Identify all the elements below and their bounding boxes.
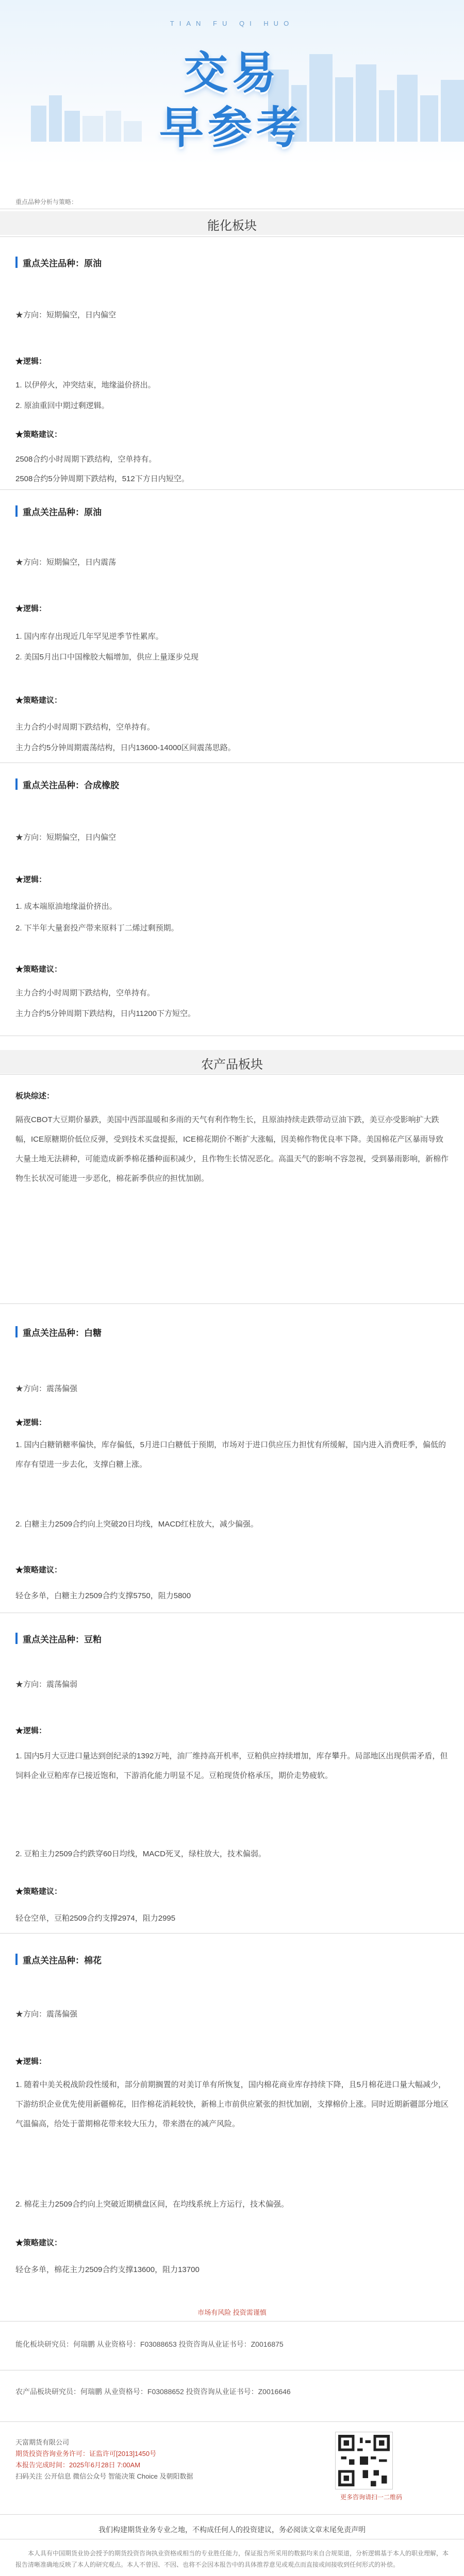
direction-text: ★方向：短期偏空，日内偏空 (15, 311, 117, 319)
strategy-label: ★策略建议： (15, 430, 62, 439)
divider (0, 236, 464, 237)
divider (0, 762, 464, 763)
strategy-point: 主力合约5分钟周期下跌结构，日内11200下方短空。 (15, 1009, 195, 1018)
logic-label: ★逻辑： (15, 2057, 47, 2066)
section-title-agri: 农产品板块 (201, 1057, 263, 1072)
company-info (15, 2437, 325, 2482)
logic-label: ★逻辑： (15, 1726, 47, 1735)
strategy-point: 轻仓多单，棉花主力2509合约支撑13600，阻力13700 (15, 2265, 200, 2274)
title-marker (15, 778, 18, 790)
logic-point: 1. 国内白糖销糖率偏快，库存偏低，5月进口白糖低于预期，市场对于进口供应压力担忧有所缓解，国内进入消费旺季，偏低的库存有望进一步去化，支撑白糖上涨。 (15, 1440, 446, 1469)
qr-caption: 更多咨询请扫一二维码 (340, 2494, 402, 2501)
direction-text: ★方向：短期偏空，日内震荡 (15, 558, 117, 567)
strategy-point: 主力合约小时周期下跌结构，空单持有。 (15, 723, 155, 732)
disclaimer-paragraph: 本人具有中国期货业协会授予的期货投资咨询执业资格或相当的专业胜任能力，保证报告所采用的数据均来自合规渠道，分析逻辑基于本人的职业理解，本报告清晰准确地反映了本人的研究观点。本人不曾因、不因、也将不会因本报告中的具体推荐意见或观点而直接或间接收到任何形式的补偿。 (15, 2550, 449, 2568)
logic-point: 2. 棉花主力2509合约向上突破近期横盘区间，在均线系统上方运行，技术偏强。 (15, 2200, 289, 2209)
direction-text: ★方向：震荡偏强 (15, 1384, 78, 1393)
divider (0, 489, 464, 490)
strategy-label: ★策略建议： (15, 1887, 62, 1896)
logic-label: ★逻辑： (15, 875, 47, 884)
risk-note: 市场有风险 投资需谨慎 (197, 2309, 267, 2316)
strategy-point: 轻仓多单，白糖主力2509合约支撑5750，阻力5800 (15, 1591, 191, 1600)
qr-code-icon[interactable] (335, 2432, 393, 2489)
title-marker (15, 1633, 18, 1644)
section-title-energy: 能化板块 (207, 218, 257, 233)
item-title-sugar: 重点关注品种：白糖 (15, 1323, 449, 1341)
logic-point: 1. 随着中美关税战阶段性缓和，部分前期搁置的对美订单有所恢复，国内棉花商业库存持续下降，且5月棉花进口量大幅减少，下游纺织企业优先使用新疆棉花，旧作棉花消耗较快，新棉上市前供应紧张的担忧加剧，支撑棉价上涨。同时近期新疆部分地区气温偏高，给处于蕾期棉花带来较大压力，带来潜在的减产风险。 (15, 2080, 449, 2128)
strategy-point: 主力合约小时周期下跌结构，空单持有。 (15, 989, 155, 997)
divider (0, 2421, 464, 2422)
logic-point: 1. 成本端原油地缘溢价挤出。 (15, 902, 117, 911)
company-name: 天富期货有限公司 (15, 2438, 70, 2446)
divider (0, 1303, 464, 1304)
direction-text: ★方向：震荡偏强 (15, 2010, 78, 2019)
logic-point: 1. 国内5月大豆进口量达到创纪录的1392万吨，油厂维持高开机率，豆粕供应持续增加，库存攀升。局部地区出现供需矛盾，但饲料企业豆粕库存已接近饱和，下游消化能力明显不足。豆粕现货价格承压，期价走势疲软。 (15, 1752, 448, 1780)
strategy-point: 2508合约5分钟周期下跌结构，512下方日内短空。 (15, 474, 189, 483)
title-marker (15, 257, 18, 268)
divider (0, 2514, 464, 2515)
direction-text: ★方向：短期偏空，日内偏空 (15, 833, 117, 842)
disclaimer-heading: 我们构建期货业务专业之地，不构成任何人的投资建议，务必阅读文章末尾免责声明 (98, 2526, 366, 2534)
logic-point: 2. 原油重回中期过剩逻辑。 (15, 401, 109, 410)
item-title-synth-rubber: 重点关注品种：合成橡胶 (15, 775, 449, 793)
researcher-cert-energy: 能化板块研究员：何瑞鹏 从业资格号：F03088653 投资咨询从业证书号：Z0016875 (15, 2340, 284, 2348)
item-title-soymeal: 重点关注品种：豆粕 (15, 1630, 449, 1647)
logic-point: 2. 白糖主力2509合约向上突破20日均线，MACD红柱放大，减少偏强。 (15, 1520, 258, 1529)
logic-label: ★逻辑： (15, 604, 47, 613)
header-banner (0, 0, 464, 165)
logic-point: 1. 国内库存出现近几年罕见逆季节性累库。 (15, 632, 163, 641)
title-marker (15, 505, 18, 517)
logic-point: 2. 下半年大量套投产带来原料丁二烯过剩预期。 (15, 924, 179, 933)
summary-label: 板块综述： (15, 1092, 55, 1100)
logic-label: ★逻辑： (15, 1418, 47, 1427)
contact-info: 扫码关注 公开信息 微信公众号 智能决策 Choice 及朝阳数据 (15, 2472, 193, 2480)
logic-point: 1. 以伊停火，冲突结束，地缘溢价挤出。 (15, 381, 156, 389)
item-title-rubber: 重点关注品种：原油 (15, 502, 449, 520)
license-info: 期货投资咨询业务许可：证监许可[2013]1450号 (15, 2450, 157, 2458)
strategy-label: ★策略建议： (15, 696, 62, 705)
report-date: 本报告完成时间：2025年6月28日 7:00AM (15, 2461, 141, 2469)
strategy-label: ★策略建议： (15, 965, 62, 974)
researcher-cert-agri: 农产品板块研究员：何瑞鹏 从业资格号：F03088652 投资咨询从业证书号：Z0016646 (15, 2387, 291, 2396)
item-title-cotton: 重点关注品种：棉花 (15, 1951, 449, 1968)
banner-title-line2: 早参考 (159, 102, 305, 154)
subheading: 重点品种分析与策略： (15, 198, 78, 206)
item-title-crude: 重点关注品种：原油 (15, 253, 449, 271)
title-marker (15, 1326, 18, 1337)
strategy-point: 轻仓空单，豆粕2509合约支撑2974，阻力2995 (15, 1914, 176, 1923)
divider (0, 1933, 464, 1934)
strategy-point: 2508合约小时周期下跌结构，空单持有。 (15, 455, 157, 464)
direction-text: ★方向：震荡偏弱 (15, 1680, 78, 1689)
logic-point: 2. 豆粕主力2509合约跌穿60日均线，MACD死叉，绿柱放大，技术偏弱。 (15, 1850, 266, 1858)
banner-title-line1: 交易 (184, 47, 280, 99)
divider (0, 1074, 464, 1075)
strategy-point: 主力合约5分钟周期震荡结构，日内13600-14000区间震荡思路。 (15, 743, 236, 752)
title-marker (15, 1954, 18, 1965)
strategy-label: ★策略建议： (15, 1566, 62, 1574)
summary-paragraph: 隔夜CBOT大豆期价暴跌，美国中西部温暖和多雨的天气有利作物生长，且原油持续走跌带动豆油下跌，美豆亦受影响扩大跌幅，ICE原糖期价低位反弹，受到技术买盘提振，ICE棉花期价不断扩大涨幅，因美棉作物优良率下降。美国棉花产区暴雨导致大量土地无法耕种，可能造成新季棉花播种面积减少，且作物生长情况恶化。高温天气的影响不容忽视，受到暴雨影响，新棉作物生长状况可能进一步恶化，棉花新季供应的担忧加剧。 (15, 1115, 449, 1183)
logic-label: ★逻辑： (15, 357, 47, 366)
banner-kicker: TIAN FU QI HUO (170, 20, 294, 27)
strategy-label: ★策略建议： (15, 2239, 62, 2247)
logic-point: 2. 美国5月出口中国橡胶大幅增加，供应上量逐步兑现 (15, 653, 199, 662)
